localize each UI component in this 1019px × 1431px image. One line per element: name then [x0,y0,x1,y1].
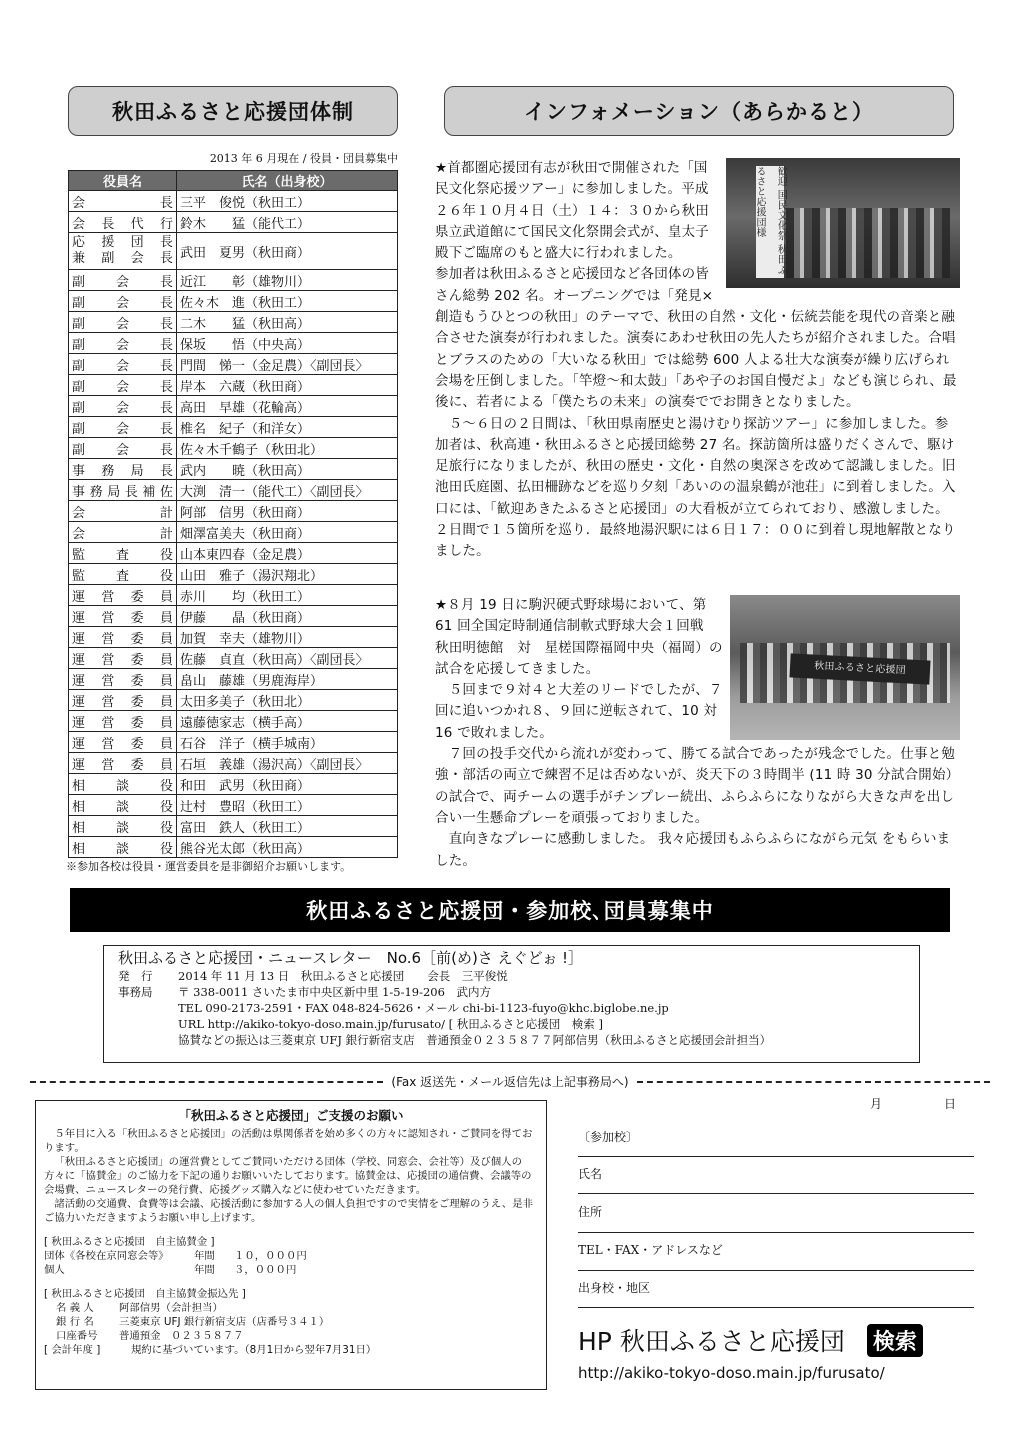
name-cell: 門間 悌一（金足農）〈副団長〉 [177,354,398,375]
fee-row [44,1249,538,1263]
table-row [69,690,398,711]
account-key: 名 義 人 [56,1302,94,1314]
role-label: 会長 [72,195,173,211]
table-row [69,522,398,543]
table-row [69,585,398,606]
name-cell: 椎名 紀子（和洋女） [177,417,398,438]
crowd-figure [786,208,950,278]
name-cell: 赤川 均（秋田工） [177,585,398,606]
name-cell: 佐々木千鶴子（秋田北） [177,438,398,459]
field-label: 氏名 [578,1167,603,1181]
name-cell: 伊藤 晶（秋田商） [177,606,398,627]
name-cell: 近江 彰（雄物川） [177,270,398,291]
role-cell [69,795,177,816]
table-row [69,627,398,648]
roster-as-of: 2013 年 6 月現在 / 役員・団員募集中 [209,152,398,165]
table-row [69,543,398,564]
festival-group-photo [726,158,960,288]
article2-paragraph-3: ７回の投手交代から流れが変わって、勝てる試合であったが残念でした。仕事と勉強・部活の両立で練習不足は否めないが、炎天下の３時間半 (11 時 30 分試合開始）の試合で、両チームの選手がチンプレー続出、ふらふらになりながら大きな声を出し合い一生懸命プレーを頑張っておりました。 [435,746,960,826]
role-label: 運営委員 [72,673,173,689]
table-row [69,564,398,585]
role-label: 会長代行 [72,216,173,232]
role-label: 相談役 [72,820,173,836]
fee-row [44,1263,538,1277]
baseball-team-photo [730,595,960,740]
newsletter-title: 秋田ふるさと応援団・ニュースレター No.6［前(め)さ えぐどぉ !］ [118,949,584,967]
search-badge[interactable]: 検索 [867,1324,923,1357]
role-cell [69,606,177,627]
role-cell [69,753,177,774]
table-row [69,753,398,774]
role-cell [69,459,177,480]
role-label: 監査役 [72,547,173,563]
role-cell [69,375,177,396]
field-label: TEL・FAX・アドレスなど [578,1243,723,1257]
table-row [69,270,398,291]
role-label: 事務局長補佐 [72,484,173,500]
newsletter-office [118,984,905,1000]
table-row [69,774,398,795]
welcome-sign: 歓迎 国民文化祭 秋田ふるさと応援団様 [756,166,784,278]
name-cell: 岸本 六蔵（秋田商） [177,375,398,396]
bank-info: 協賛などの振込は三菱東京 UFJ 銀行新宿支店 普通預金０２３５８７７阿部信男（秋田ふるさと応援団会計担当） [178,1033,772,1047]
fee-type: 個人 [44,1264,65,1276]
table-row [69,333,398,354]
table-row [69,459,398,480]
field-label: 〔参加校〕 [578,1130,639,1144]
homepage-line [578,1322,923,1358]
name-cell: 三平 俊悦（秋田工） [177,191,398,212]
table-row [69,669,398,690]
fee-period: 年間 [194,1264,215,1276]
info-article-2 [435,595,960,872]
role-cell [69,543,177,564]
role-cell [69,396,177,417]
name-cell: 遠藤徳家志（横手高） [177,711,398,732]
name-cell: 石谷 洋子（横手城南） [177,732,398,753]
fee-period: 年間 [194,1250,215,1262]
field-line [578,1307,974,1308]
role-label: 運営委員 [72,694,173,710]
account-value: 三菱東京 UFJ 銀行新宿支店（店番号３４１） [119,1316,330,1328]
role-label: 運営委員 [72,757,173,773]
table-row [69,417,398,438]
role-cell [69,627,177,648]
role-label: 運営委員 [72,736,173,752]
role-label: 副会長 [72,442,173,458]
field-school[interactable] [578,1128,974,1145]
role-cell [69,669,177,690]
fee-amount: ３，０００円 [234,1264,297,1276]
table-row [69,191,398,212]
table-row [69,711,398,732]
role-label: 副会長 [72,358,173,374]
role-label: 会計 [72,526,173,542]
roster-table [68,170,398,858]
table-row [69,233,398,270]
table-row [69,375,398,396]
article2-paragraph-4: 直向きなプレーに感動しました。 我々応援団もふらふらにながら元気 をもらいました。 [435,831,951,869]
cut-line [30,1073,990,1090]
newsletter-box [103,945,920,1063]
info-article-1 [435,158,960,563]
support-request-box [35,1100,547,1390]
field-label: 住所 [578,1205,603,1219]
office-address: 〒 338-0011 さいたま市中央区新中里 1-5-19-206 武内方 [178,985,491,999]
table-row [69,396,398,417]
role-label: 副会長 [72,400,173,416]
article2-paragraph-1: ★８月 19 日に駒沢硬式野球場において、第 61 回全国定時制通信制軟式野球大会１回戦 秋田明徳館 対 星槎国際福岡中央（福岡）の試合を応援してきました。 [435,597,723,677]
table-row [69,312,398,333]
role-cell [69,212,177,233]
name-cell: 高田 早雄（花輪高） [177,396,398,417]
roster-heading: 秋田ふるさと応援団体制 [68,86,398,136]
role-cell [69,291,177,312]
field-line [578,1193,974,1194]
role-label: 副会長 [72,337,173,353]
name-cell: 辻村 豊昭（秋田工） [177,795,398,816]
role-label: 相談役 [72,778,173,794]
issue-value: 2014 年 11 月 13 日 秋田ふるさと応援団 会長 三平俊悦 [178,969,508,983]
field-line [578,1156,974,1157]
roster-body [69,191,398,858]
name-cell: 保坂 悟（中央高） [177,333,398,354]
day-label: 日 [944,1097,957,1111]
account-key: 銀 行 名 [56,1316,94,1328]
support-title: 「秋田ふるさと応援団」ご支援のお願い [178,1108,404,1123]
table-row [69,606,398,627]
role-cell [69,522,177,543]
fiscal-label: [ 会計年度 ] [44,1344,101,1356]
role-label: 会計 [72,505,173,521]
recruit-banner: 秋田ふるさと応援団・参加校､団員募集中 [70,888,950,932]
table-row [69,816,398,837]
role-cell [69,774,177,795]
role-label: 相談役 [72,841,173,857]
name-cell: 畑澤富美夫（秋田商） [177,522,398,543]
roster-header-role: 役員名 [69,171,177,191]
role-cell [69,501,177,522]
fee-type: 団体《各校在京同窓会等》 [44,1250,169,1262]
role-cell [69,648,177,669]
name-cell: 富田 鉄人（秋田工） [177,816,398,837]
role-cell [69,270,177,291]
field-name[interactable] [578,1165,974,1182]
role-cell [69,480,177,501]
name-cell: 武田 夏男（秋田商） [177,233,398,270]
field-address[interactable] [578,1203,974,1220]
issue-label: 発 行 [118,969,153,983]
role-label: 応援団長 [72,235,173,250]
fiscal-value: 規約に基づいています。（8月1日から翌年7月31日） [131,1344,377,1356]
role-label: 副会長 [72,316,173,332]
info-heading: インフォメーション（あらかると） [444,86,954,136]
name-cell: 山本東四春（金足農） [177,543,398,564]
account-value: 阿部信男（会計担当） [119,1302,223,1314]
fee-heading: [ 秋田ふるさと応援団 自主協賛金 ] [44,1236,215,1248]
account-key: 口座番号 [56,1330,98,1342]
role-cell [69,191,177,212]
account-row [44,1329,538,1343]
fee-amount: １０，０００円 [234,1250,307,1262]
newsletter-url [118,1016,905,1032]
role-label: 副会長 [72,274,173,290]
article1-paragraph-1: ★首都圏応援団有志が秋田で開催された「国民文化祭応援ツアー」に参加しました。平成２６年１０月４日（土）１４：３０から秋田県立武道館にて国民文化祭開会式が、皇太子殿下ご臨席のもと盛大に行われました。 [435,160,709,262]
table-row [69,438,398,459]
name-cell: 石垣 義雄（湯沢高）〈副団長〉 [177,753,398,774]
account-heading: [ 秋田ふるさと応援団 自主協賛金振込先 ] [44,1288,246,1300]
newsletter-bank [118,1032,905,1048]
role-label: 副会長 [72,421,173,437]
newsletter-issue [118,968,905,984]
team-banner: 秋田ふるさと応援団 [789,653,930,684]
name-cell: 和田 武男（秋田商） [177,774,398,795]
article2-paragraph-2: ５回まで９対４と大差のリードでしたが、７回に追いつかれ８、９回に逆転されて、10 対 16 で敗れました。 [435,682,723,741]
table-row [69,480,398,501]
role-cell [69,816,177,837]
homepage-label: HP 秋田ふるさと応援団 [578,1327,845,1356]
role-label: 事務局長 [72,463,173,479]
name-cell: 鈴木 猛（能代工） [177,212,398,233]
office-label: 事務局 [118,985,153,999]
table-row [69,837,398,858]
table-row [69,354,398,375]
name-cell: 畠山 藤雄（男鹿海岸） [177,669,398,690]
table-row [69,648,398,669]
contact-info: TEL 090-2173-2591・FAX 048-824-5626・メール chi-bi-1123-fuyo@khc.biglobe.ne.jp [178,1001,669,1015]
account-row [44,1315,538,1329]
table-row [69,291,398,312]
role-cell [69,732,177,753]
name-cell: 二木 猛（秋田高） [177,312,398,333]
roster-header-name: 氏名（出身校） [177,171,398,191]
role-label: 運営委員 [72,610,173,626]
name-cell: 佐々木 進（秋田工） [177,291,398,312]
name-cell: 熊谷光太郎（秋田高） [177,837,398,858]
role-cell [69,438,177,459]
field-origin[interactable] [578,1279,974,1296]
role-cell [69,354,177,375]
field-line [578,1270,974,1271]
role-cell [69,312,177,333]
dashed-line-left [30,1081,383,1083]
homepage-url[interactable]: http://akiko-tokyo-doso.main.jp/furusato/ [578,1364,885,1382]
field-line [578,1232,974,1233]
role-label: 運営委員 [72,631,173,647]
name-cell: 佐藤 貞直（秋田高）〈副団長〉 [177,648,398,669]
table-row [69,795,398,816]
role-cell [69,333,177,354]
name-cell: 大渕 清一（能代工）〈副団長〉 [177,480,398,501]
role-cell [69,564,177,585]
table-row [69,212,398,233]
roster-header-row [69,171,398,191]
role-cell [69,711,177,732]
article1-paragraph-3: ５〜６日の２日間は、「秋田県南歴史と湯けむり探訪ツアー」に参加しました。参加者は、秋高連・秋田ふるさと応援団総勢 27 名。探訪箇所は盛りだくさんで、駆け足旅行になりましたが、秋田の歴史・文化・自然の奥深さを改めて認識しました。旧池田氏庭園、払田柵跡などを巡り夕刻「あいのの温泉鶴が池荘」に到着しました。入口には、「歓迎あきたふるさと応援団」の大看板が立てられており、感激しました。２日間で１５箇所を巡り．最終地湯沢駅には６日１７：００に到着し現地解散となりました。 [435,415,956,560]
role-label: 運営委員 [72,589,173,605]
fiscal-row [44,1343,538,1357]
role-label: 運営委員 [72,652,173,668]
date-field [578,1095,976,1115]
support-paragraph-1: ５年目に入る「秋田ふるさと応援団」の活動は県関係者を始め多くの方々に認知され・ご賛同を得ております。 [44,1128,533,1154]
article1-paragraph-2: 参加者は秋田ふるさと応援団など各団体の皆さん総勢 202 名。オープニングでは「発見×創造もうひとつの秋田」のテーマで、秋田の自然・文化・伝統芸能を現代の音楽と融合させた演奏が行われました。演奏にあわせ秋田の先人たちが紹介されました。合唱とブラスのための「大いなる秋田」では総勢 600 人よる壮大な演奏が繰り広げられ会場を圧倒しました。「竿燈〜和太鼓」「あや子のお国自慢だよ」なども演じられ、最後に、若者による「僕たちの未来」の演奏ででお開きとなりました。 [435,266,957,411]
url-link[interactable]: URL http://akiko-tokyo-doso.main.jp/furusato/ [ 秋田ふるさと応援団 検索 ] [178,1017,603,1031]
cut-line-text: (Fax 返送先・メール返信先は上記事務局へ) [391,1075,629,1089]
dashed-line-right [637,1081,990,1083]
name-cell: 加賀 幸夫（雄物川） [177,627,398,648]
role-label-2: 兼副会長 [72,251,173,266]
role-cell [69,585,177,606]
newsletter-contact [118,1000,905,1016]
role-cell [69,417,177,438]
role-cell [69,233,177,270]
support-paragraph-3: 諸活動の交通費、食費等は会議、応援活動に参加する人の個人負担ですので実情をご理解のうえ、是非ご協力いただきますようお願い申し上げます。 [44,1198,533,1224]
name-cell: 武内 暁（秋田高） [177,459,398,480]
role-cell [69,837,177,858]
account-row [44,1301,538,1315]
month-label: 月 [870,1097,883,1111]
support-paragraph-2: 「秋田ふるさと応援団」の運営費としてご賛同いただける団体（学校、同窓会、会社等）及び個人の方々に「協賛金」のご協力を下記の通りお願いいたしております。協賛金は、応援団の通信費、会議等の会場費、ニュースレターの発行費、応援グッズ購入などに使わせていただきます。 [44,1156,532,1196]
role-cell [69,690,177,711]
roster-note: ※参加各校は役員・運営委員を是非御紹介お願いします。 [66,860,352,873]
name-cell: 太田多美子（秋田北） [177,690,398,711]
role-label: 監査役 [72,568,173,584]
field-label: 出身校・地区 [578,1281,651,1295]
role-label: 副会長 [72,379,173,395]
role-label: 副会長 [72,295,173,311]
account-value: 普通預金 ０２３５８７７ [119,1330,244,1342]
role-label: 運営委員 [72,715,173,731]
table-row [69,501,398,522]
name-cell: 山田 雅子（湯沢翔北） [177,564,398,585]
table-row [69,732,398,753]
role-label: 相談役 [72,799,173,815]
name-cell: 阿部 信男（秋田商） [177,501,398,522]
field-contact[interactable] [578,1241,974,1258]
